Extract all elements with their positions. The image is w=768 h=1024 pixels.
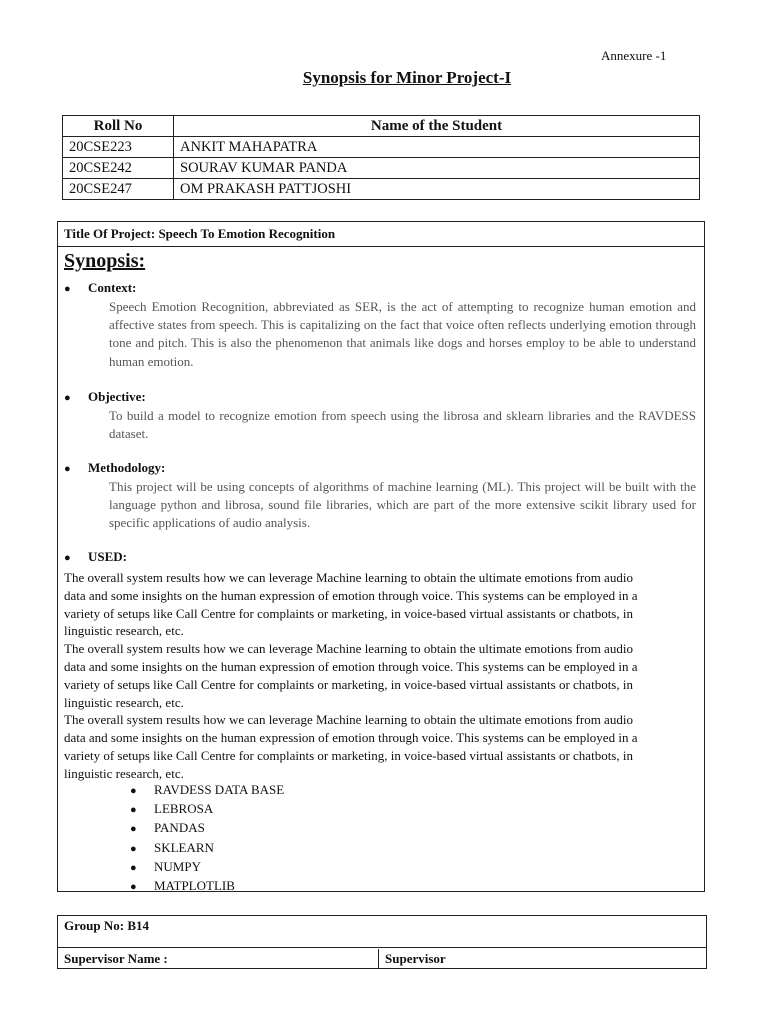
bullet-icon: ● xyxy=(64,463,71,475)
column-header-roll: Roll No xyxy=(63,116,174,137)
bullet-icon: ● xyxy=(130,861,137,874)
used-paragraph: The overall system results how we can leverage Machine learning to obtain the ultimate emotions from audio data and some insights on the human expression of emotion through voice. This systems can be employed in a variety of setups like Call Centre for complaints or marketing, in voice-based virtual assistants or chatbots, in linguistic research, etc. xyxy=(64,570,638,639)
table-header-row xyxy=(63,116,700,137)
methodology-heading: Methodology: xyxy=(88,460,166,475)
bullet-icon: ● xyxy=(130,823,137,836)
bullet-icon: ● xyxy=(130,785,137,797)
student-name: ANKIT MAHAPATRA xyxy=(174,137,700,158)
table-row xyxy=(63,158,700,179)
methodology-body: This project will be using concepts of algorithms of machine learning (ML). This project will be built with the language python and librosa, sound file libraries, which are part of the more extensive scikit library used for specific applications of audio analysis. xyxy=(109,479,696,531)
objective-section xyxy=(64,388,696,443)
synopsis-heading: Synopsis: xyxy=(64,250,146,272)
bullet-icon: ● xyxy=(130,881,137,894)
group-number: Group No: B14 xyxy=(58,916,706,948)
bullet-icon: ● xyxy=(130,804,137,817)
synopsis-box xyxy=(57,221,705,892)
used-heading: USED: xyxy=(88,549,128,564)
supervisor-name-label: Supervisor Name : xyxy=(58,949,379,969)
used-paragraph: The overall system results how we can leverage Machine learning to obtain the ultimate emotions from audio data and some insights on the human expression of emotion through voice. This systems can be employed in a variety of setups like Call Centre for complaints or marketing, in voice-based virtual assistants or chatbots, in linguistic research, etc. xyxy=(64,712,638,781)
roll-number: 20CSE223 xyxy=(63,137,174,158)
list-item: ● RAVDESS DATA BASE xyxy=(130,781,284,800)
students-table xyxy=(62,115,700,200)
group-box xyxy=(57,915,707,969)
objective-heading: Objective: xyxy=(88,389,146,404)
list-item: ● MATPLOTLIB xyxy=(130,877,284,896)
used-paragraph: The overall system results how we can leverage Machine learning to obtain the ultimate emotions from audio data and some insights on the human expression of emotion through voice. This systems can be employed in a variety of setups like Call Centre for complaints or marketing, in voice-based virtual assistants or chatbots, in linguistic research, etc. xyxy=(64,641,638,710)
context-heading: Context: xyxy=(88,280,137,295)
list-item: ● NUMPY xyxy=(130,858,284,877)
objective-body: To build a model to recognize emotion from speech using the librosa and sklearn libraries and the RAVDESS dataset. xyxy=(109,408,696,442)
context-section xyxy=(64,279,696,371)
student-name: SOURAV KUMAR PANDA xyxy=(174,158,700,179)
document-title: Synopsis for Minor Project-I xyxy=(302,68,512,87)
context-body: Speech Emotion Recognition, abbreviated as SER, is the act of attempting to recognize human emotion and affective states from speech. This is capitalizing on the fact that voice often reflects underlying emotion through tone and pitch. This is also the phenomenon that animals like dogs and horses employ to be able to understand human emotion. xyxy=(109,299,696,369)
bullet-icon: ● xyxy=(64,392,71,404)
bullet-icon: ● xyxy=(130,842,137,855)
methodology-section xyxy=(64,459,696,533)
list-item: ● LEBROSA xyxy=(130,800,284,819)
list-item: ● SKLEARN xyxy=(130,839,284,858)
project-title: Title Of Project: Speech To Emotion Recognition xyxy=(58,222,704,247)
student-name: OM PRAKASH PATTJOSHI xyxy=(174,179,700,200)
used-description xyxy=(64,569,644,783)
used-section xyxy=(64,548,696,567)
table-row xyxy=(63,137,700,158)
table-row xyxy=(63,179,700,200)
roll-number: 20CSE242 xyxy=(63,158,174,179)
library-list xyxy=(130,781,284,896)
column-header-name: Name of the Student xyxy=(174,116,700,137)
supervisor-label: Supervisor xyxy=(385,951,446,966)
list-item: ● PANDAS xyxy=(130,819,284,838)
bullet-icon: ● xyxy=(64,283,71,295)
bullet-icon: ● xyxy=(64,552,71,564)
roll-number: 20CSE247 xyxy=(63,179,174,200)
annexure-label: Annexure -1 xyxy=(601,48,667,63)
